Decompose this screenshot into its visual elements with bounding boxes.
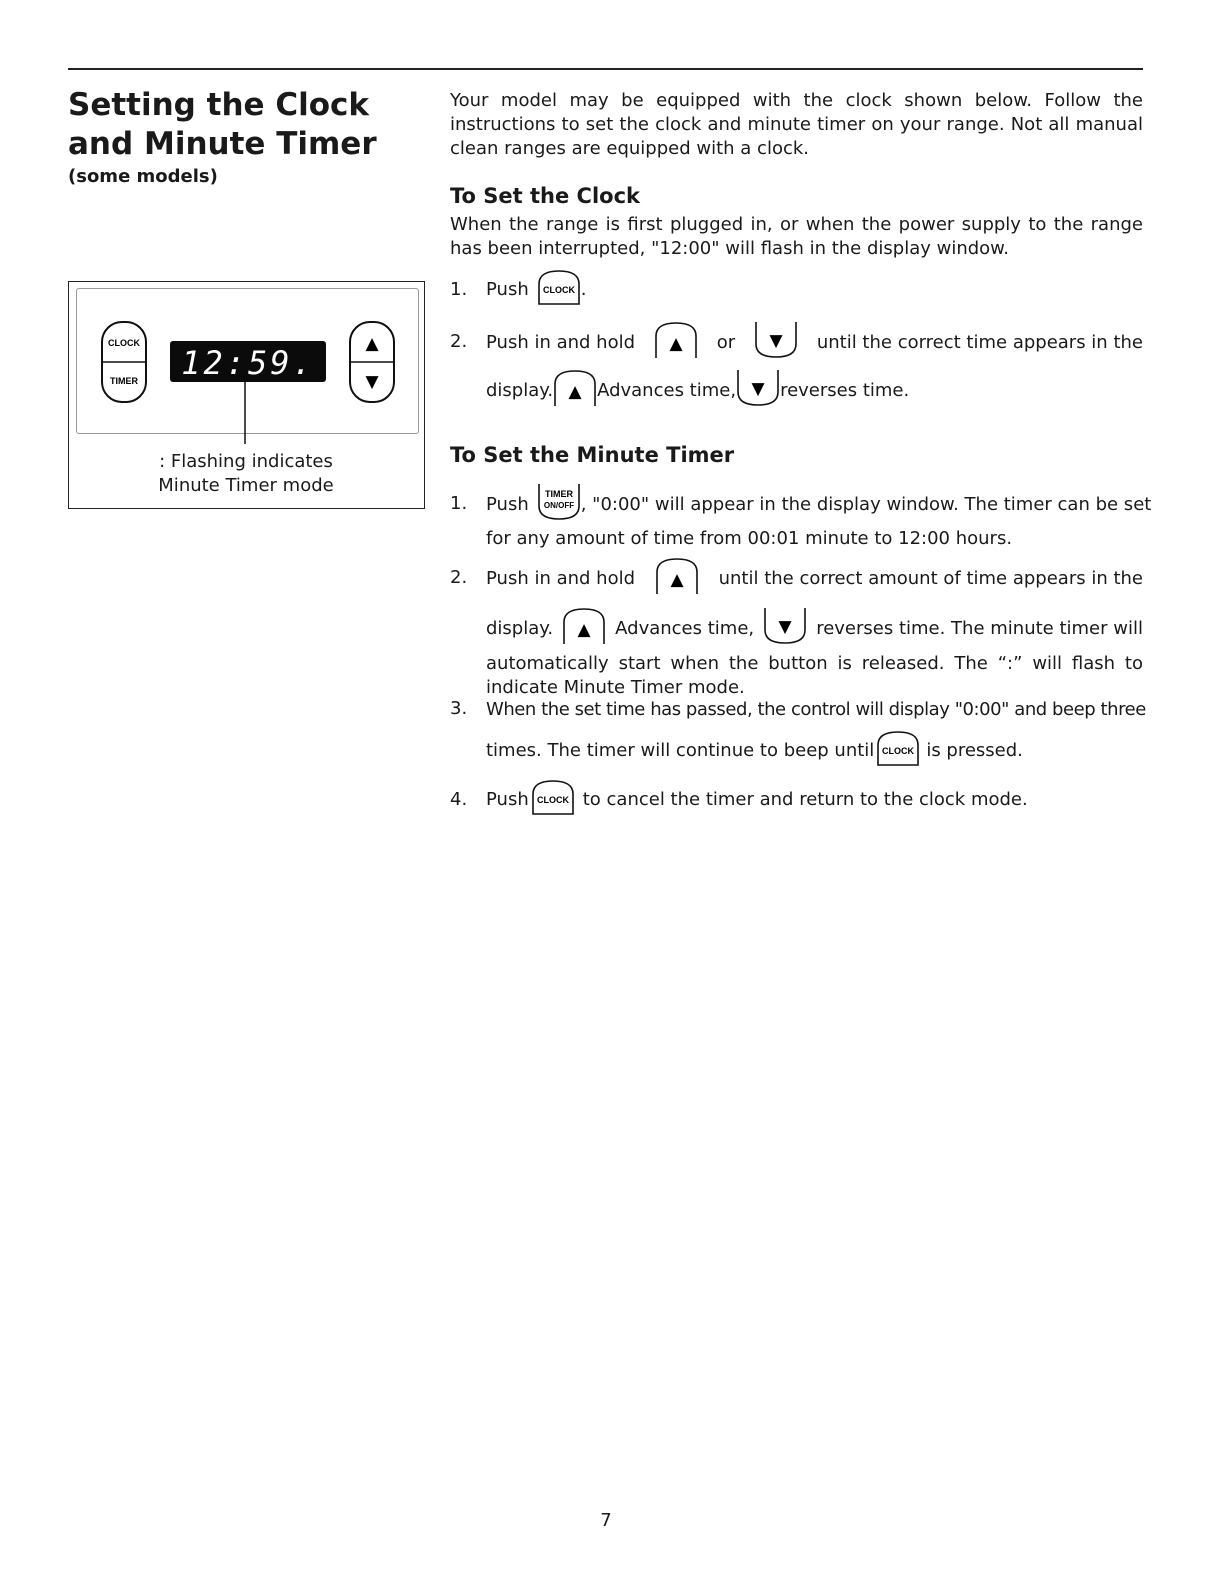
figure-caption <box>69 450 423 498</box>
svg-text:CLOCK: CLOCK <box>542 284 575 295</box>
step-text: reverses time. The minute timer will <box>816 617 1143 639</box>
step-text: . <box>580 278 587 300</box>
step-text: Push <box>486 278 529 300</box>
step-text: , "0:00" will appear in the display window. The timer can be set <box>580 493 1152 515</box>
page-title: Setting the Clock and Minute Timer <box>68 87 377 162</box>
svg-text:▼: ▼ <box>751 378 765 399</box>
clock-button-icon <box>876 729 920 772</box>
clock-button-icon <box>531 778 575 821</box>
step-text: Advances time, <box>597 379 737 401</box>
down-arrow-button-icon <box>754 320 798 365</box>
step-text: until the correct amount of time appears in the <box>718 567 1143 589</box>
svg-text:▲: ▲ <box>669 333 683 354</box>
step-text: Push <box>486 788 529 810</box>
step-text: When the set time has passed, the control will display "0:00" and beep three <box>486 699 1146 720</box>
step-text: automatically start when the button is released. The “:” will flash to indicate Minute Timer mode. <box>486 653 1143 698</box>
clock-paragraph: When the range is first plugged in, or when the power supply to the range has been interrupted, "12:00" will flash in the display window. <box>450 214 1143 259</box>
display-time: 12:59. <box>181 344 315 382</box>
svg-text:CLOCK: CLOCK <box>536 794 569 805</box>
figure-up-arrow: ▲ <box>365 334 379 354</box>
step-text: display. <box>486 379 554 401</box>
step-text: until the correct time appears in the <box>816 331 1143 353</box>
step-text: Push in and hold <box>486 567 636 589</box>
step-text: Advances time, <box>615 617 755 639</box>
step-number: 1. <box>450 279 468 300</box>
down-arrow-button-icon <box>736 368 780 413</box>
step-text: reverses time. <box>780 379 910 401</box>
clock-heading: To Set the Clock <box>450 184 640 208</box>
timer-heading: To Set the Minute Timer <box>450 443 735 467</box>
step-number: 2. <box>450 331 468 352</box>
svg-text:TIMER: TIMER <box>544 488 573 499</box>
svg-text:▼: ▼ <box>778 616 792 637</box>
svg-text:▲: ▲ <box>568 381 582 402</box>
step-number: 3. <box>450 698 468 719</box>
svg-text:CLOCK: CLOCK <box>882 745 915 756</box>
step-number: 2. <box>450 567 468 588</box>
svg-text:▲: ▲ <box>670 569 684 590</box>
figure-timer-label: TIMER <box>110 376 138 386</box>
step-number: 1. <box>450 493 468 514</box>
up-arrow-button-icon <box>553 368 597 413</box>
step-text: or <box>716 331 736 353</box>
step-text: to cancel the timer and return to the clock mode. <box>582 788 1028 810</box>
up-arrow-button-icon <box>654 320 698 365</box>
caption-line-2: Minute Timer mode <box>158 475 334 496</box>
caption-line-1: : Flashing indicates <box>159 451 333 472</box>
figure-clock-label: CLOCK <box>108 338 140 348</box>
clock-button-icon <box>537 268 581 311</box>
down-arrow-button-icon <box>763 606 807 651</box>
step-text: is pressed. <box>926 739 1023 761</box>
svg-text:▲: ▲ <box>577 619 591 640</box>
figure-down-arrow: ▼ <box>365 372 379 392</box>
step-text: Push <box>486 493 529 515</box>
intro-paragraph: Your model may be equipped with the clock shown below. Follow the instructions to set the clock and minute timer on your range. Not all manual clean ranges are equipped with a clock. <box>450 90 1143 159</box>
step-text: display. <box>486 617 554 639</box>
control-panel-figure <box>68 281 425 509</box>
step-text: Push in and hold <box>486 331 636 353</box>
step-number: 4. <box>450 789 468 810</box>
up-arrow-button-icon <box>562 606 606 651</box>
page-number: 7 <box>600 1510 612 1531</box>
step-text: for any amount of time from 00:01 minute to 12:00 hours. <box>486 527 1013 549</box>
timer-on-off-button-icon <box>537 482 581 527</box>
page-subtitle: (some models) <box>68 166 218 187</box>
top-rule <box>68 68 1143 70</box>
step-text: times. The timer will continue to beep until <box>486 739 875 761</box>
svg-text:▼: ▼ <box>769 330 783 351</box>
up-arrow-button-icon <box>655 556 699 601</box>
svg-text:ON/OFF: ON/OFF <box>543 500 574 510</box>
